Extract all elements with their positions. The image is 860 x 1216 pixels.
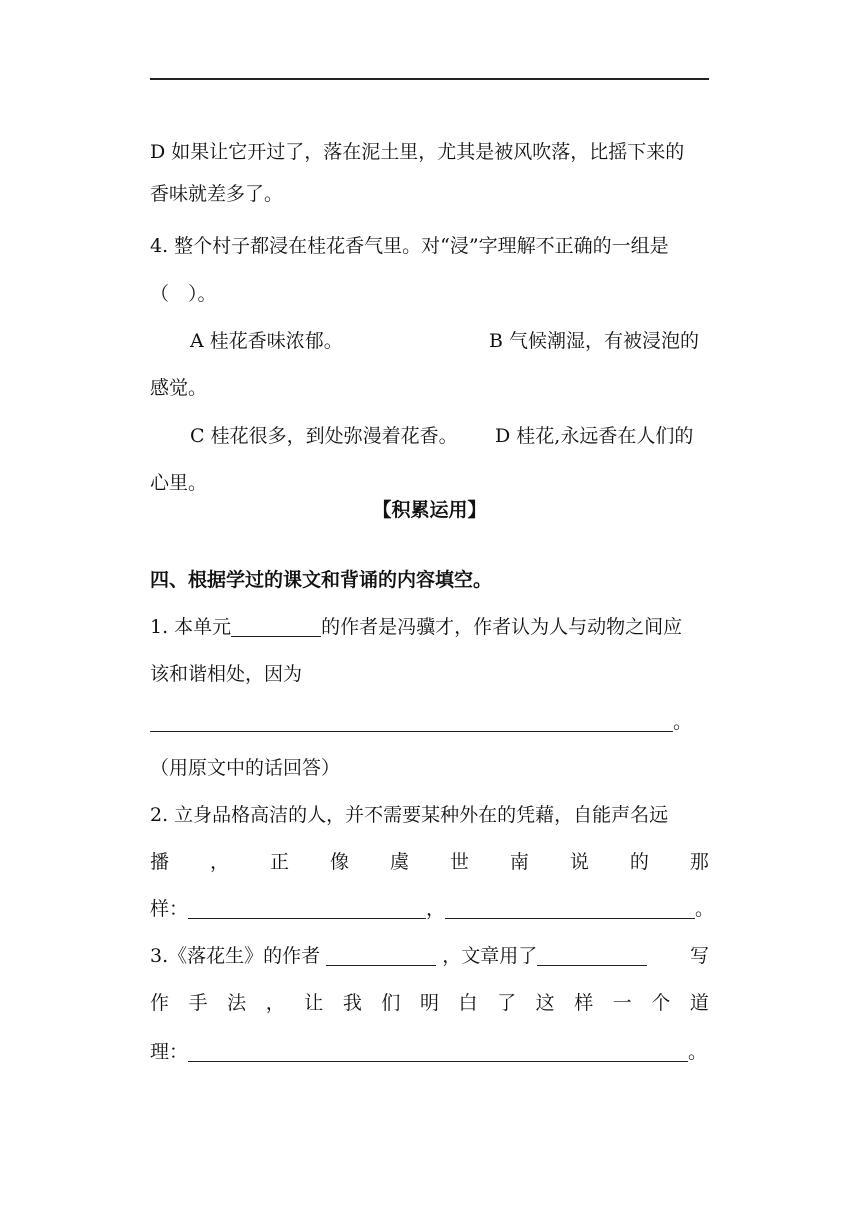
fill-2-char: 那 — [689, 851, 709, 873]
fill-2-line3 — [150, 897, 715, 921]
fill-3-char: 法 — [227, 992, 247, 1014]
fill-3-text-d: 理： — [150, 1041, 189, 1063]
fill-1-line2: 该和谐相处，因为 — [150, 663, 303, 685]
fill-3-blank-author[interactable] — [326, 945, 436, 966]
fill-1-text-b: 的作者是冯骥才，作者认为人与动物之间应 — [321, 616, 683, 638]
fill-1-text-a: 1. 本单元 — [150, 616, 232, 638]
fill-1-blank-title[interactable] — [231, 616, 321, 637]
header-rule — [150, 78, 709, 80]
fill-3-char: 手 — [188, 992, 208, 1014]
part4-title: 四、根据学过的课文和背诵的内容填空。 — [150, 569, 493, 591]
fill-3-char: 了 — [497, 992, 517, 1014]
fill-3-blank-lesson[interactable] — [188, 1041, 688, 1062]
fill-3-char: ， — [265, 992, 285, 1014]
fill-3-text-a: 3.《落花生》的作者 — [150, 945, 321, 967]
q4-stem-line1: 4. 整个村子都浸在桂花香气里。对“浸”字理解不正确的一组是 — [150, 235, 669, 257]
fill-1-line3 — [150, 710, 709, 734]
q3-option-d-line2: 香味就差多了。 — [150, 183, 284, 205]
q4-option-b-line1: B 气候潮湿，有被浸泡的 — [489, 330, 700, 352]
fill-2-line1: 2. 立身品格高洁的人，并不需要某种外在的凭藉，自能声名远 — [150, 804, 669, 826]
section-heading: 【积累运用】 — [372, 499, 487, 521]
fill-2-blank-2[interactable] — [445, 898, 695, 919]
fill-2-text-c: 。 — [695, 898, 715, 920]
fill-2-char: ， — [209, 851, 229, 873]
fill-2-char: 说 — [569, 851, 589, 873]
fill-3-char: 我 — [342, 992, 362, 1014]
fill-3-line1 — [150, 944, 709, 968]
q4-option-b-line2: 感觉。 — [150, 377, 208, 399]
fill-3-char: 白 — [458, 992, 478, 1014]
fill-1-line3-end: 。 — [673, 711, 693, 733]
fill-2-char: 世 — [449, 851, 469, 873]
q4-option-c: C 桂花很多，到处弥漫着花香。 — [190, 425, 458, 447]
q4-option-d-line1: D 桂花,永远香在人们的 — [495, 425, 694, 447]
fill-3-char: 明 — [419, 992, 439, 1014]
fill-3-line2 — [150, 991, 709, 1015]
fill-3-char: 们 — [381, 992, 401, 1014]
fill-2-char: 播 — [150, 851, 170, 873]
fill-3-char: 道 — [689, 992, 709, 1014]
q3-option-d-line1: D 如果让它开过了，落在泥土里，尤其是被风吹落，比摇下来的 — [150, 141, 685, 163]
fill-3-char: 一 — [612, 992, 632, 1014]
fill-2-char: 像 — [329, 851, 349, 873]
fill-3-char: 这 — [535, 992, 555, 1014]
q4-option-d-line2: 心里。 — [150, 472, 208, 494]
fill-2-char: 虞 — [389, 851, 409, 873]
fill-2-char: 的 — [629, 851, 649, 873]
fill-2-text-a: 样： — [150, 898, 189, 920]
fill-1-note: （用原文中的话回答） — [150, 757, 341, 779]
fill-3-char: 个 — [651, 992, 671, 1014]
fill-3-text-e: 。 — [688, 1041, 708, 1063]
fill-2-line2 — [150, 850, 709, 874]
fill-3-char: 让 — [304, 992, 324, 1014]
fill-3-text-c: 写 — [689, 945, 709, 967]
fill-2-char: 南 — [509, 851, 529, 873]
q4-stem-line2: （ ）。 — [150, 283, 217, 305]
fill-1-blank-reason[interactable] — [150, 711, 673, 732]
fill-3-line3 — [150, 1040, 709, 1064]
fill-2-text-b: ， — [426, 898, 446, 920]
fill-3-char: 样 — [574, 992, 594, 1014]
fill-1-line1 — [150, 615, 709, 639]
fill-2-blank-1[interactable] — [188, 898, 426, 919]
fill-3-text-b: ，文章用了 — [442, 945, 538, 967]
fill-3-blank-technique[interactable] — [537, 945, 647, 966]
fill-3-char: 作 — [150, 992, 170, 1014]
fill-2-char: 正 — [269, 851, 289, 873]
q4-option-a: A 桂花香味浓郁。 — [190, 330, 343, 352]
